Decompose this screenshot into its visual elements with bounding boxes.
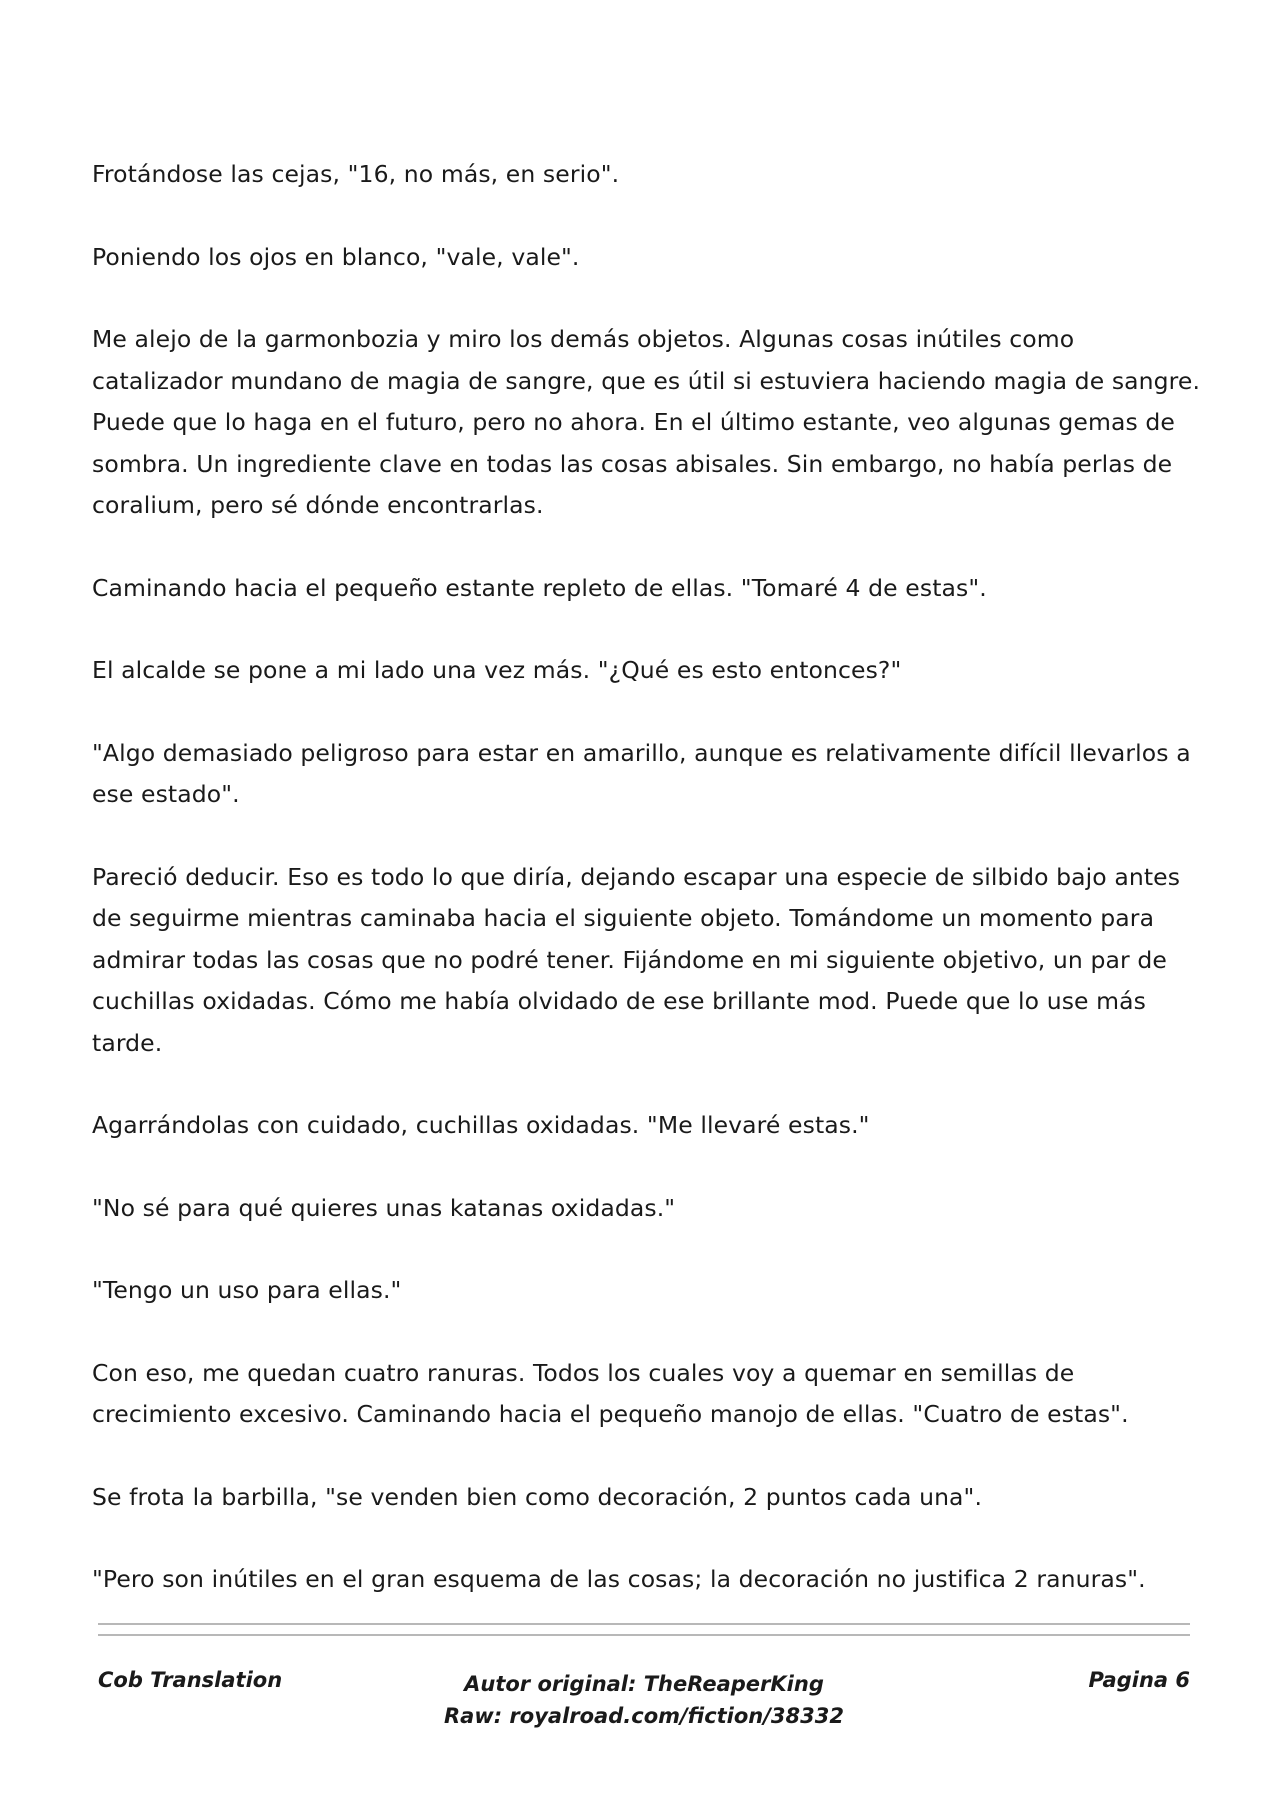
body-text bbox=[92, 154, 1202, 1642]
page-number: Pagina 6 bbox=[1088, 1668, 1190, 1692]
footer-source: Raw: royalroad.com/fiction/38332 bbox=[443, 1704, 844, 1728]
paragraph-2: Poniendo los ojos en blanco, "vale, vale". bbox=[92, 242, 580, 271]
paragraph-3: Me alejo de la garmonbozia y miro los demás objetos. Algunas cosas inútiles como catalizador mundano de magia de sangre, que es útil si estuviera haciendo magia de sangre. Puede que lo haga en el futuro, pero no ahora. En el último estante, veo algunas gemas de sombra. Un ingrediente clave en todas las cosas abisales. Sin embargo, no había perlas de coralium, pero sé dónde encontrarlas. bbox=[92, 325, 1201, 519]
paragraph-10: "Tengo un uso para ellas." bbox=[92, 1276, 402, 1304]
paragraph-9: "No sé para qué quieres unas katanas oxidadas." bbox=[92, 1193, 676, 1222]
paragraph-12: Se frota la barbilla, "se venden bien como decoración, 2 puntos cada una". bbox=[92, 1482, 983, 1511]
footer-credits bbox=[98, 1668, 1190, 1732]
paragraph-7: Pareció deducir. Eso es todo lo que diría, dejando escapar una especie de silbido bajo antes de seguirme mientras caminaba hacia el siguiente objeto. Tomándome un momento para admirar todas las cosas que no podré tener. Fijándome en mi siguiente objetivo, un par de cuchillas oxidadas. Cómo me había olvidado de ese brillante mod. Puede que lo use más tarde. bbox=[92, 862, 1181, 1057]
paragraph-1: Frotándose las cejas, "16, no más, en serio". bbox=[92, 160, 620, 188]
paragraph-4: Caminando hacia el pequeño estante repleto de ellas. "Tomaré 4 de estas". bbox=[92, 573, 987, 602]
paragraph-8: Agarrándolas con cuidado, cuchillas oxidadas. "Me llevaré estas." bbox=[92, 1111, 870, 1139]
footer-divider-top bbox=[98, 1623, 1190, 1625]
paragraph-6: "Algo demasiado peligroso para estar en amarillo, aunque es relativamente difícil llevarlos a ese estado". bbox=[92, 738, 1191, 808]
page-footer bbox=[98, 1668, 1190, 1748]
footer-author: Autor original: TheReaperKing bbox=[464, 1672, 824, 1696]
paragraph-13: "Pero son inútiles en el gran esquema de las cosas; la decoración no justifica 2 ranuras". bbox=[92, 1565, 1146, 1593]
paragraph-11: Con eso, me quedan cuatro ranuras. Todos los cuales voy a quemar en semillas de crecimiento excesivo. Caminando hacia el pequeño manojo de ellas. "Cuatro de estas". bbox=[92, 1358, 1129, 1428]
footer-translator: Cob Translation bbox=[98, 1668, 283, 1692]
paragraph-5: El alcalde se pone a mi lado una vez más. "¿Qué es esto entonces?" bbox=[92, 656, 902, 684]
footer-divider-bottom bbox=[98, 1634, 1190, 1636]
